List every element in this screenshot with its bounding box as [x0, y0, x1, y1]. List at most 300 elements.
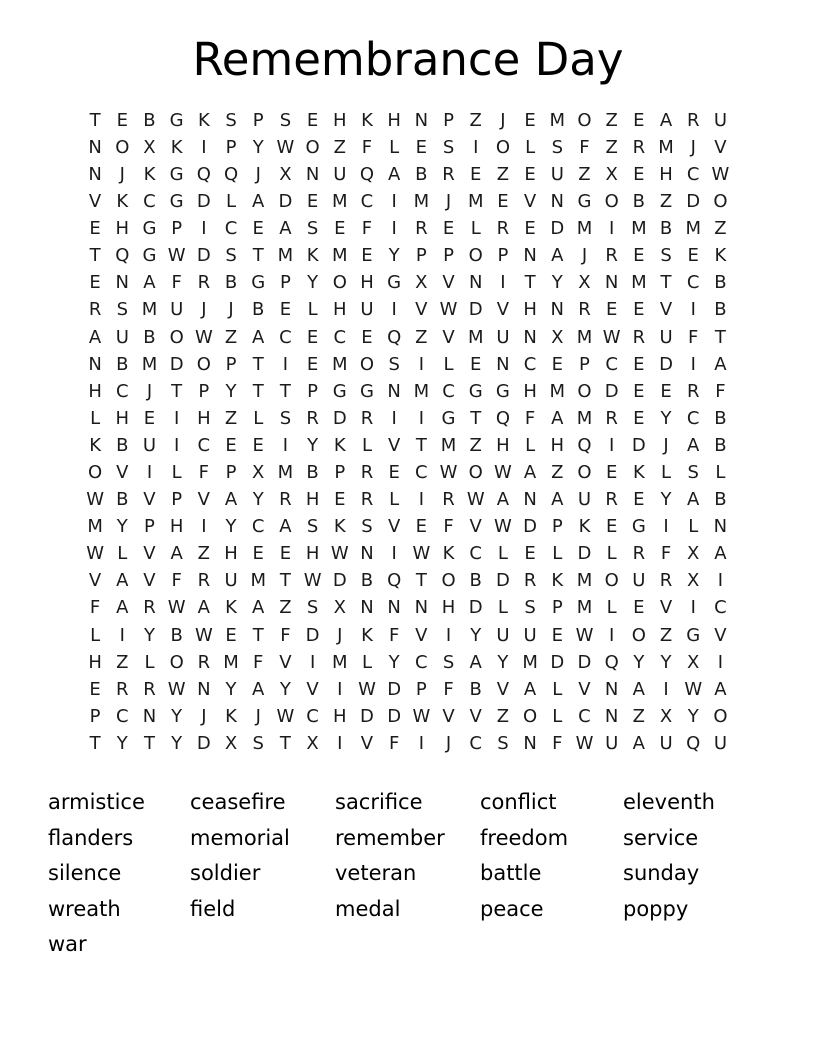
grid-cell-letter: C: [605, 353, 618, 375]
grid-cell-letter: B: [143, 326, 156, 348]
grid-cell-letter: P: [279, 272, 291, 294]
grid-cell-letter: F: [443, 516, 454, 538]
grid-cell-letter: Y: [143, 624, 155, 646]
grid-cell-letter: I: [609, 624, 615, 646]
grid-cell-letter: U: [713, 732, 727, 754]
word-search-grid: [82, 107, 735, 757]
grid-cell-letter: M: [413, 380, 430, 402]
grid-cell-letter: M: [440, 434, 457, 456]
grid-cell-letter: E: [306, 326, 319, 348]
grid-cell-letter: M: [631, 272, 647, 294]
grid-cell-letter: K: [197, 109, 210, 131]
grid-cell-letter: G: [142, 245, 157, 267]
grid-cell-letter: V: [714, 624, 727, 646]
grid-cell-letter: A: [523, 461, 537, 483]
grid-cell-letter: N: [88, 353, 102, 375]
grid-cell-letter: F: [388, 624, 400, 646]
grid-cell-letter: A: [143, 272, 156, 294]
grid-cell-letter: U: [360, 299, 374, 321]
grid-cell-letter: W: [684, 678, 703, 700]
grid-cell-letter: Z: [469, 434, 482, 456]
word-list-column: [480, 785, 623, 963]
grid-cell-letter: P: [551, 516, 563, 538]
grid-cell-letter: E: [633, 109, 645, 131]
grid-cell-letter: X: [551, 326, 564, 348]
grid-cell-letter: P: [198, 380, 210, 402]
grid-cell-letter: Y: [116, 516, 128, 538]
grid-cell-letter: J: [228, 299, 234, 321]
grid-cell-letter: R: [605, 489, 618, 511]
word-list-item: conflict: [480, 790, 557, 814]
word-list-item: soldier: [190, 861, 261, 885]
grid-cell-letter: L: [389, 489, 400, 511]
grid-cell-letter: Y: [687, 705, 699, 727]
grid-cell-letter: H: [659, 163, 673, 185]
grid-cell-letter: S: [442, 651, 455, 673]
grid-cell-letter: I: [337, 678, 343, 700]
grid-cell-letter: G: [332, 380, 347, 402]
grid-cell-letter: A: [279, 516, 292, 538]
grid-cell-letter: H: [523, 380, 537, 402]
grid-cell-letter: E: [524, 543, 536, 565]
grid-cell-letter: M: [576, 597, 593, 619]
grid-cell-letter: E: [89, 678, 101, 700]
grid-row: [82, 432, 735, 459]
grid-cell-letter: D: [332, 407, 347, 429]
grid-cell-letter: E: [633, 163, 645, 185]
grid-cell-letter: I: [418, 407, 424, 429]
grid-cell-letter: E: [524, 109, 536, 131]
grid-cell-letter: T: [89, 245, 101, 267]
grid-cell-letter: M: [549, 109, 566, 131]
grid-cell-letter: P: [443, 245, 454, 267]
grid-cell-letter: E: [633, 353, 645, 375]
grid-cell-letter: I: [609, 218, 615, 240]
grid-cell-letter: A: [252, 326, 265, 348]
grid-cell-letter: B: [714, 299, 727, 321]
grid-cell-letter: G: [169, 163, 184, 185]
grid-cell-letter: K: [632, 461, 645, 483]
grid-cell-letter: C: [686, 272, 700, 294]
grid-cell-letter: J: [690, 136, 696, 158]
grid-cell-letter: I: [500, 272, 506, 294]
word-list-item: war: [48, 932, 87, 956]
grid-cell-letter: G: [631, 516, 646, 538]
grid-cell-letter: I: [473, 136, 479, 158]
grid-cell-letter: V: [496, 299, 510, 321]
grid-cell-letter: B: [714, 434, 727, 456]
grid-cell-letter: E: [143, 407, 156, 429]
grid-cell-letter: Z: [632, 705, 646, 727]
grid-cell-letter: D: [305, 624, 320, 646]
grid-cell-letter: G: [169, 109, 184, 131]
grid-cell-letter: M: [522, 651, 538, 673]
grid-cell-letter: H: [550, 434, 565, 456]
word-list-item: ceasefire: [190, 790, 286, 814]
grid-cell-letter: O: [441, 570, 456, 592]
word-list-column: [190, 785, 335, 963]
grid-cell-letter: C: [360, 191, 374, 213]
grid-row: [82, 567, 735, 594]
grid-cell-letter: E: [89, 218, 101, 240]
grid-cell-letter: Z: [714, 218, 727, 240]
grid-cell-letter: R: [197, 570, 211, 592]
grid-cell-letter: T: [252, 353, 264, 375]
grid-cell-letter: E: [388, 461, 400, 483]
grid-cell-letter: X: [279, 163, 292, 185]
grid-cell-letter: Z: [279, 597, 292, 619]
grid-cell-letter: C: [143, 191, 156, 213]
word-list-item: sunday: [623, 861, 700, 885]
grid-cell-letter: W: [86, 543, 104, 565]
grid-cell-letter: D: [631, 434, 646, 456]
grid-cell-letter: O: [604, 570, 619, 592]
grid-cell-letter: I: [391, 543, 397, 565]
grid-cell-letter: Y: [660, 489, 672, 511]
grid-cell-letter: I: [717, 651, 724, 673]
grid-cell-letter: B: [306, 461, 319, 483]
grid-cell-letter: R: [605, 407, 618, 429]
grid-cell-letter: D: [577, 543, 592, 565]
grid-cell-letter: E: [524, 163, 536, 185]
grid-cell-letter: V: [88, 570, 102, 592]
grid-cell-letter: O: [88, 461, 103, 483]
grid-cell-letter: V: [279, 651, 292, 673]
grid-cell-letter: L: [497, 597, 508, 619]
grid-cell-letter: D: [577, 651, 592, 673]
grid-cell-letter: O: [196, 353, 211, 375]
grid-cell-letter: L: [525, 434, 536, 456]
grid-cell-letter: R: [360, 489, 374, 511]
grid-row: [82, 649, 735, 676]
grid-cell-letter: F: [198, 461, 210, 483]
grid-cell-letter: G: [251, 272, 266, 294]
grid-cell-letter: O: [169, 651, 184, 673]
grid-cell-letter: G: [387, 272, 402, 294]
grid-cell-letter: A: [551, 407, 564, 429]
grid-cell-letter: C: [469, 732, 482, 754]
grid-cell-letter: I: [391, 299, 397, 321]
grid-cell-letter: D: [550, 651, 565, 673]
grid-cell-letter: M: [332, 191, 348, 213]
grid-cell-letter: Y: [116, 732, 128, 754]
grid-cell-letter: V: [143, 489, 156, 511]
grid-cell-letter: J: [146, 380, 153, 402]
grid-cell-letter: S: [306, 218, 319, 240]
grid-cell-letter: I: [146, 461, 153, 483]
grid-cell-letter: H: [333, 299, 347, 321]
grid-cell-letter: W: [602, 326, 621, 348]
grid-cell-letter: M: [631, 218, 647, 240]
grid-cell-letter: U: [659, 732, 673, 754]
grid-cell-letter: V: [469, 705, 482, 727]
grid-cell-letter: N: [550, 299, 565, 321]
grid-cell-letter: H: [441, 597, 456, 619]
grid-cell-letter: S: [116, 299, 128, 321]
grid-cell-letter: U: [115, 326, 129, 348]
grid-cell-letter: R: [415, 218, 428, 240]
grid-cell-letter: M: [549, 380, 566, 402]
grid-cell-letter: W: [439, 299, 458, 321]
grid-cell-letter: S: [279, 109, 292, 131]
grid-cell-letter: T: [171, 380, 183, 402]
grid-cell-letter: A: [116, 597, 129, 619]
grid-cell-letter: M: [467, 191, 484, 213]
grid-cell-letter: R: [605, 245, 618, 267]
grid-cell-letter: A: [687, 489, 700, 511]
grid-cell-letter: D: [604, 380, 619, 402]
word-list-item: field: [190, 896, 236, 921]
grid-cell-letter: Z: [415, 326, 428, 348]
grid-cell-letter: D: [468, 299, 483, 321]
grid-row: [82, 378, 735, 405]
grid-cell-letter: N: [523, 489, 537, 511]
grid-row: [82, 324, 735, 351]
grid-cell-letter: H: [333, 109, 347, 131]
grid-row: [82, 594, 735, 621]
grid-cell-letter: A: [279, 218, 292, 240]
grid-cell-letter: O: [495, 136, 510, 158]
grid-cell-letter: Z: [605, 136, 618, 158]
grid-cell-letter: U: [496, 624, 510, 646]
grid-cell-letter: C: [415, 461, 428, 483]
grid-cell-letter: N: [142, 705, 157, 727]
grid-cell-letter: E: [415, 516, 428, 538]
grid-cell-letter: H: [496, 434, 510, 456]
grid-cell-letter: R: [360, 461, 374, 483]
grid-cell-letter: L: [497, 543, 508, 565]
grid-cell-letter: O: [713, 705, 728, 727]
grid-cell-letter: A: [387, 163, 401, 185]
grid-cell-letter: W: [358, 678, 376, 700]
grid-cell-letter: Y: [279, 678, 291, 700]
grid-cell-letter: G: [468, 380, 483, 402]
grid-cell-letter: M: [576, 570, 593, 592]
grid-cell-letter: Y: [497, 651, 509, 673]
grid-row: [82, 296, 735, 323]
grid-cell-letter: W: [86, 489, 104, 511]
grid-cell-letter: M: [658, 136, 674, 158]
grid-cell-letter: K: [116, 191, 129, 213]
word-list-column: [623, 785, 773, 963]
grid-row: [82, 351, 735, 378]
grid-cell-letter: K: [551, 570, 564, 592]
grid-cell-letter: I: [309, 651, 316, 673]
word-list-item: medal: [335, 896, 401, 921]
grid-cell-letter: D: [169, 353, 184, 375]
grid-row: [82, 269, 735, 296]
grid-cell-letter: I: [445, 624, 452, 646]
grid-cell-letter: C: [224, 218, 238, 240]
grid-cell-letter: K: [225, 705, 237, 727]
grid-cell-letter: W: [303, 570, 322, 592]
grid-cell-letter: W: [194, 624, 213, 646]
grid-cell-letter: J: [337, 624, 343, 646]
grid-cell-letter: T: [252, 380, 264, 402]
grid-cell-letter: E: [633, 489, 645, 511]
grid-cell-letter: K: [714, 245, 727, 267]
grid-cell-letter: E: [605, 461, 618, 483]
grid-cell-letter: R: [578, 299, 591, 321]
grid-cell-letter: C: [686, 407, 700, 429]
grid-cell-letter: V: [306, 678, 319, 700]
grid-cell-letter: G: [169, 191, 184, 213]
grid-cell-letter: H: [360, 272, 374, 294]
grid-cell-letter: C: [415, 651, 428, 673]
grid-cell-letter: P: [415, 678, 427, 700]
grid-cell-letter: R: [197, 651, 211, 673]
grid-cell-letter: C: [714, 597, 727, 619]
grid-cell-letter: M: [576, 218, 593, 240]
grid-cell-letter: D: [523, 516, 538, 538]
grid-cell-letter: A: [116, 570, 129, 592]
grid-cell-letter: H: [88, 651, 102, 673]
grid-cell-letter: H: [115, 218, 130, 240]
grid-cell-letter: J: [201, 299, 207, 321]
grid-cell-letter: Y: [225, 380, 237, 402]
grid-cell-letter: K: [89, 434, 101, 456]
grid-cell-letter: H: [88, 380, 102, 402]
grid-cell-letter: T: [660, 272, 672, 294]
grid-cell-letter: W: [167, 678, 186, 700]
grid-cell-letter: K: [225, 597, 237, 619]
grid-cell-letter: H: [305, 489, 320, 511]
grid-cell-letter: F: [715, 380, 726, 402]
grid-cell-letter: W: [494, 461, 512, 483]
grid-cell-letter: K: [333, 516, 346, 538]
grid-cell-letter: V: [387, 434, 401, 456]
grid-cell-letter: C: [578, 705, 591, 727]
grid-cell-letter: K: [333, 434, 346, 456]
word-list-item: poppy: [623, 896, 689, 921]
word-list-item: remember: [335, 825, 445, 850]
grid-row: [82, 107, 735, 134]
grid-cell-letter: V: [360, 732, 374, 754]
grid-cell-letter: A: [88, 326, 102, 348]
grid-cell-letter: E: [334, 218, 346, 240]
grid-cell-letter: D: [686, 191, 701, 213]
grid-cell-letter: W: [466, 489, 485, 511]
grid-cell-letter: P: [171, 489, 183, 511]
grid-cell-letter: R: [442, 489, 455, 511]
grid-cell-letter: S: [225, 109, 237, 131]
grid-cell-letter: Y: [470, 624, 482, 646]
word-list-column: [48, 785, 190, 963]
grid-cell-letter: B: [469, 570, 482, 592]
grid-cell-letter: D: [360, 705, 374, 727]
grid-cell-letter: P: [252, 109, 264, 131]
grid-cell-letter: M: [277, 245, 294, 267]
grid-cell-letter: A: [714, 678, 727, 700]
grid-cell-letter: Y: [633, 651, 645, 673]
grid-cell-letter: N: [88, 136, 102, 158]
grid-cell-letter: I: [391, 407, 397, 429]
grid-cell-letter: W: [167, 245, 186, 267]
grid-cell-letter: X: [143, 136, 156, 158]
grid-cell-letter: M: [277, 461, 294, 483]
grid-cell-letter: H: [224, 543, 238, 565]
grid-cell-letter: D: [278, 191, 293, 213]
grid-cell-letter: P: [497, 245, 509, 267]
grid-cell-letter: S: [388, 353, 400, 375]
grid-cell-letter: N: [305, 163, 320, 185]
grid-cell-letter: L: [552, 678, 563, 700]
grid-cell-letter: E: [605, 299, 618, 321]
grid-cell-letter: Z: [659, 191, 673, 213]
grid-cell-letter: G: [441, 407, 456, 429]
grid-cell-letter: Y: [388, 651, 400, 673]
grid-cell-letter: L: [443, 353, 454, 375]
grid-cell-letter: X: [687, 570, 700, 592]
grid-cell-letter: O: [115, 136, 130, 158]
grid-cell-letter: Z: [333, 136, 346, 158]
grid-cell-letter: Y: [388, 245, 400, 267]
grid-cell-letter: E: [334, 489, 346, 511]
grid-cell-letter: O: [577, 109, 592, 131]
grid-cell-letter: J: [663, 434, 669, 456]
grid-cell-letter: A: [170, 543, 183, 565]
grid-cell-letter: A: [252, 678, 265, 700]
word-list: [48, 785, 816, 963]
grid-cell-letter: L: [90, 624, 101, 646]
word-list-item: flanders: [48, 825, 134, 850]
grid-cell-letter: Y: [307, 434, 319, 456]
grid-cell-letter: X: [687, 543, 700, 565]
grid-cell-letter: M: [223, 651, 239, 673]
grid-cell-letter: F: [524, 407, 536, 429]
grid-row: [82, 459, 735, 486]
grid-cell-letter: I: [418, 353, 424, 375]
grid-cell-letter: V: [659, 299, 673, 321]
grid-cell-letter: L: [552, 543, 563, 565]
word-list-column: [335, 785, 480, 963]
grid-cell-letter: P: [144, 516, 155, 538]
grid-cell-letter: S: [252, 732, 264, 754]
grid-cell-letter: O: [468, 245, 483, 267]
grid-cell-letter: B: [415, 163, 428, 185]
grid-cell-letter: X: [578, 272, 591, 294]
grid-cell-letter: U: [632, 570, 646, 592]
grid-cell-letter: L: [307, 299, 318, 321]
grid-cell-letter: Q: [387, 326, 402, 348]
grid-cell-letter: N: [550, 191, 565, 213]
grid-cell-letter: A: [714, 353, 727, 375]
grid-cell-letter: R: [686, 380, 700, 402]
grid-cell-letter: P: [443, 109, 454, 131]
grid-cell-letter: A: [197, 597, 210, 619]
grid-cell-letter: W: [711, 163, 730, 185]
grid-cell-letter: E: [306, 353, 319, 375]
grid-cell-letter: L: [688, 516, 699, 538]
grid-cell-letter: E: [551, 624, 563, 646]
grid-cell-letter: E: [361, 245, 373, 267]
grid-cell-letter: Z: [197, 543, 211, 565]
grid-cell-letter: A: [551, 489, 564, 511]
grid-cell-letter: L: [171, 461, 182, 483]
grid-cell-letter: G: [142, 218, 157, 240]
grid-cell-letter: N: [523, 245, 537, 267]
grid-cell-letter: R: [116, 678, 129, 700]
grid-cell-letter: Q: [495, 407, 510, 429]
grid-cell-letter: U: [523, 624, 537, 646]
grid-cell-letter: I: [663, 678, 669, 700]
grid-cell-letter: S: [660, 245, 672, 267]
grid-cell-letter: V: [387, 516, 401, 538]
grid-cell-letter: N: [604, 272, 619, 294]
grid-cell-letter: N: [713, 516, 728, 538]
grid-cell-letter: E: [225, 624, 237, 646]
grid-cell-letter: F: [171, 272, 182, 294]
